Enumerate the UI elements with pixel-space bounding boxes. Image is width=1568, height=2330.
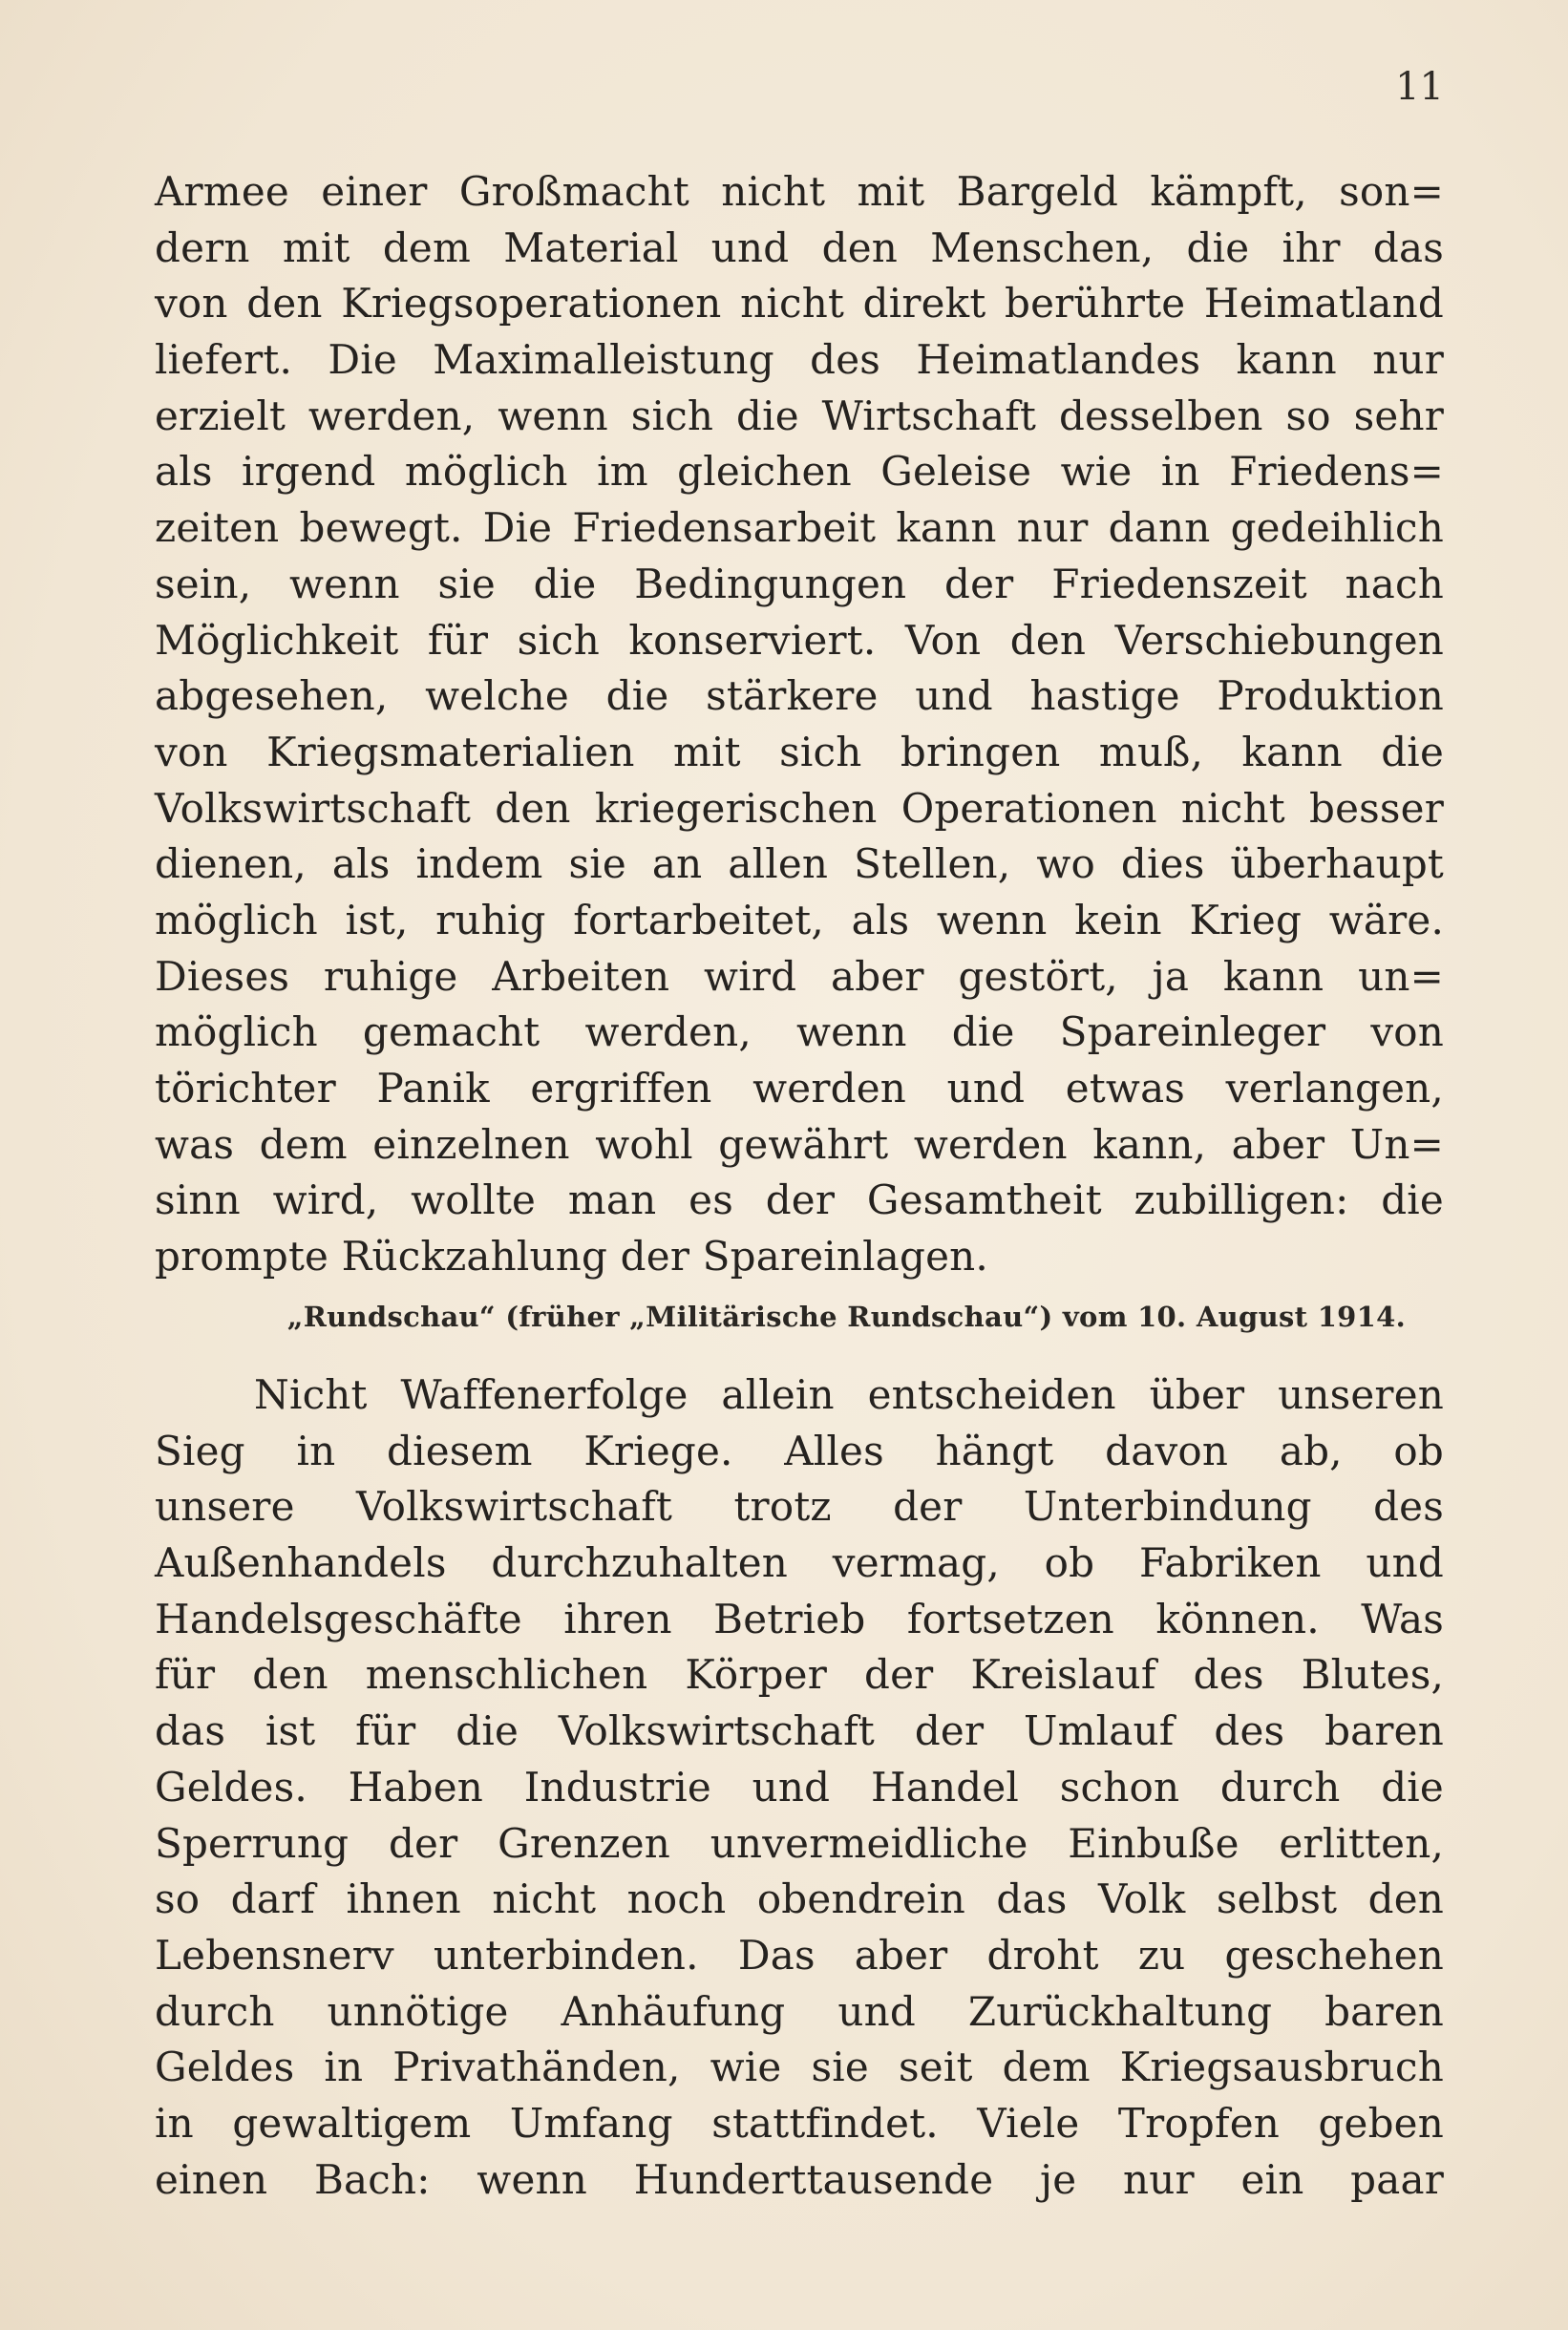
text-line: dern mit dem Material und den Menschen, die ihr das bbox=[155, 223, 1444, 271]
text-line: was dem einzelnen wohl gewährt werden kann, aber Un= bbox=[155, 1120, 1444, 1168]
text-line: möglich gemacht werden, wenn die Spareinleger von bbox=[155, 1008, 1444, 1056]
text-line: abgesehen, welche die stärkere und hastige Produktion bbox=[155, 672, 1444, 720]
text-line: in gewaltigem Umfang stattfindet. Viele Tropfen geben bbox=[155, 2099, 1444, 2147]
text-line: von Kriegsmaterialien mit sich bringen muß, kann die bbox=[155, 728, 1444, 775]
text-line: das ist für die Volkswirtschaft der Umlauf des baren bbox=[155, 1707, 1444, 1755]
text-line: dienen, als indem sie an allen Stellen, wo dies überhaupt bbox=[155, 840, 1444, 888]
text-line: erzielt werden, wenn sich die Wirtschaft desselben so sehr bbox=[155, 392, 1444, 439]
text-line: Außenhandels durchzuhalten vermag, ob Fabriken und bbox=[155, 1539, 1444, 1587]
paragraph-body bbox=[155, 1367, 1444, 2208]
text-line: Geldes. Haben Industrie und Handel schon durch die bbox=[155, 1763, 1444, 1811]
text-line: Volkswirtschaft den kriegerischen Operationen nicht besser bbox=[155, 784, 1444, 832]
text-line: Möglichkeit für sich konserviert. Von den Verschiebungen bbox=[155, 616, 1444, 664]
text-line: Lebensnerv unterbinden. Das aber droht zu geschehen bbox=[155, 1931, 1444, 1979]
text-line: Handelsgeschäfte ihren Betrieb fortsetzen können. Was bbox=[155, 1595, 1444, 1642]
text-line: Sperrung der Grenzen unvermeidliche Einbuße erlitten, bbox=[155, 1819, 1444, 1867]
text-line: als irgend möglich im gleichen Geleise wie in Friedens= bbox=[155, 448, 1444, 496]
text-line: sein, wenn sie die Bedingungen der Friedenszeit nach bbox=[155, 560, 1444, 607]
text-line: törichter Panik ergriffen werden und etwas verlangen, bbox=[155, 1065, 1444, 1112]
text-line: so darf ihnen nicht noch obendrein das Volk selbst den bbox=[155, 1875, 1444, 1923]
text-line: einen Bach: wenn Hunderttausende je nur ein paar bbox=[155, 2155, 1444, 2203]
source-citation: „Rundschau“ (früher „Militärische Rundschau“) vom 10. August 1914. bbox=[286, 1301, 1406, 1333]
text-line: Armee einer Großmacht nicht mit Bargeld kämpft, son= bbox=[155, 168, 1444, 215]
text-line: Geldes in Privathänden, wie sie seit dem Kriegsausbruch bbox=[155, 2044, 1444, 2091]
text-line: prompte Rückzahlung der Spareinlagen. bbox=[155, 1233, 988, 1281]
text-line: möglich ist, ruhig fortarbeitet, als wenn kein Krieg wäre. bbox=[155, 896, 1444, 943]
text-line: zeiten bewegt. Die Friedensarbeit kann nur dann gedeihlich bbox=[155, 504, 1444, 552]
text-line: sinn wird, wollte man es der Gesamtheit zubilligen: die bbox=[155, 1176, 1444, 1224]
paragraph-quote bbox=[155, 164, 1444, 1285]
text-line: für den menschlichen Körper der Kreislauf des Blutes, bbox=[155, 1651, 1444, 1699]
text-line: Sieg in diesem Kriege. Alles hängt davon ab, ob bbox=[155, 1427, 1444, 1474]
text-line: Nicht Waffenerfolge allein entscheiden über unseren bbox=[254, 1371, 1444, 1418]
text-line: Dieses ruhige Arbeiten wird aber gestört, ja kann un= bbox=[155, 952, 1444, 1000]
text-line: durch unnötige Anhäufung und Zurückhaltung baren bbox=[155, 1987, 1444, 2035]
text-line: liefert. Die Maximalleistung des Heimatlandes kann nur bbox=[155, 336, 1444, 384]
page-number: 11 bbox=[1395, 65, 1444, 109]
text-line: von den Kriegsoperationen nicht direkt berührte Heimatland bbox=[155, 280, 1444, 328]
text-line: unsere Volkswirtschaft trotz der Unterbindung des bbox=[155, 1483, 1444, 1531]
